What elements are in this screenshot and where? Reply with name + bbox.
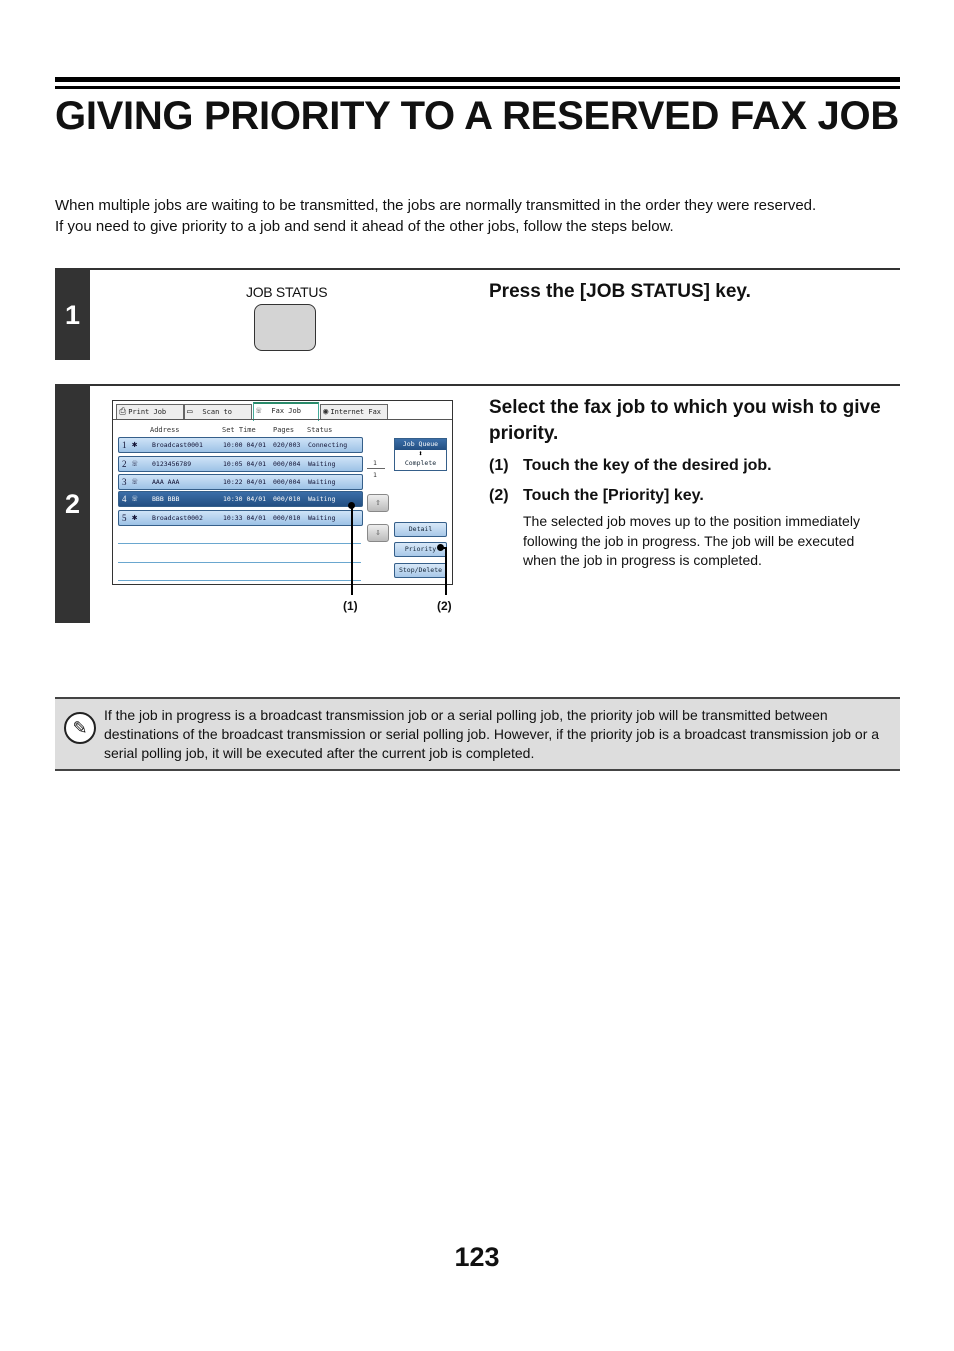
printer-icon: ⎙ (119, 407, 127, 417)
tab-fax-job: ☏ Fax Job (253, 402, 319, 421)
intro-line-1: When multiple jobs are waiting to be transmitted, the jobs are normally transmitted in the order they were reserved. (55, 197, 817, 214)
job-row-1: 1 ✱ Broadcast0001 10:00 04/01 020/003 Connecting (118, 437, 363, 453)
job-row-5: 5 ✱ Broadcast0002 10:33 04/01 000/010 Waiting (118, 510, 363, 526)
substep-1: (1) Touch the key of the desired job. (489, 457, 772, 474)
callout-2-line-h (440, 547, 447, 549)
scanner-icon: ▭ (187, 407, 193, 417)
column-set-time: Set Time (222, 426, 256, 434)
job-row-4-selected: 4 ☏ BBB BBB 10:30 04/01 000/010 Waiting (118, 491, 363, 507)
scroll-up-button (367, 494, 389, 512)
phone-icon: ☏ (132, 459, 138, 469)
broadcast-icon: ✱ (132, 513, 138, 523)
page-total: 1 (373, 471, 377, 479)
phone-icon: ☏ (132, 477, 138, 487)
tab-print-job: ⎙ Print Job (116, 404, 184, 420)
header-rule-top (55, 77, 900, 82)
column-address: Address (150, 426, 180, 434)
broadcast-icon: ✱ (132, 440, 138, 450)
detail-button: Detail (394, 522, 447, 537)
phone-icon: ☏ (132, 494, 138, 504)
page-number: 123 (454, 1242, 500, 1272)
column-pages: Pages (273, 426, 295, 434)
job-row-3: 3 ☏ AAA AAA 10:22 04/01 000/004 Waiting (118, 474, 363, 490)
intro-line-2: If you need to give priority to a job and send it ahead of the other jobs, follow the steps below. (55, 218, 674, 235)
job-row-2: 2 ☏ 0123456789 10:05 04/01 000/004 Waiting (118, 456, 363, 472)
globe-icon: ◉ (323, 407, 329, 417)
priority-button: Priority (394, 542, 447, 557)
arrow-down-icon: ⇩ (375, 528, 381, 538)
empty-row-line (118, 543, 361, 544)
job-queue-complete-toggle: Job Queue ⬍ Complete (394, 438, 447, 471)
column-status: Status (307, 426, 333, 434)
step-2-number: 2 (55, 386, 90, 623)
callout-2-line (445, 548, 447, 595)
note-box (55, 697, 900, 771)
empty-row-line (118, 562, 361, 563)
page-current: 1 (373, 459, 377, 467)
substep-2: (2) Touch the [Priority] key. (489, 487, 704, 504)
step-1-number: 1 (55, 270, 90, 360)
step-1-heading: Press the [JOB STATUS] key. (489, 281, 751, 302)
empty-row-line (118, 580, 361, 581)
callout-2-label: (2) (437, 599, 452, 613)
page-divider (367, 468, 385, 469)
job-status-screen (112, 400, 453, 585)
scroll-down-button (367, 524, 389, 542)
tab-divider (113, 419, 452, 420)
callout-1-label: (1) (343, 599, 358, 613)
tab-scan-to: ▭ Scan to (184, 404, 252, 420)
job-status-key-label: JOB STATUS (246, 284, 328, 300)
callout-1-line (351, 506, 353, 595)
toggle-arrows-icon: ⬍ (418, 449, 423, 458)
arrow-up-icon: ⇧ (375, 498, 381, 508)
pencil-note-icon: ✎ (64, 712, 96, 744)
tab-internet-fax: ◉ Internet Fax (320, 404, 388, 420)
header-rule-bottom (55, 86, 900, 89)
step-2-heading: Select the fax job to which you wish to give priority. (489, 397, 881, 444)
page-title: GIVING PRIORITY TO A RESERVED FAX JOB (55, 94, 899, 138)
substep-2-description: The selected job moves up to the position immediately following the job in progress. The job will be executed when the job in progress is completed. (523, 513, 860, 568)
step-1-rule (55, 268, 900, 270)
job-status-key (254, 304, 316, 351)
stop-delete-button: Stop/Delete (394, 563, 447, 578)
fax-icon: ☏ (256, 406, 262, 416)
note-text: If the job in progress is a broadcast transmission job or a serial polling job, the priority job will be transmitted between destinations of the broadcast transmission or serial polling job. However, if the priority job is a broadcast transmission job or a serial polling job, it will be executed after the current job is completed. (104, 707, 880, 761)
step-2-rule (55, 384, 900, 386)
